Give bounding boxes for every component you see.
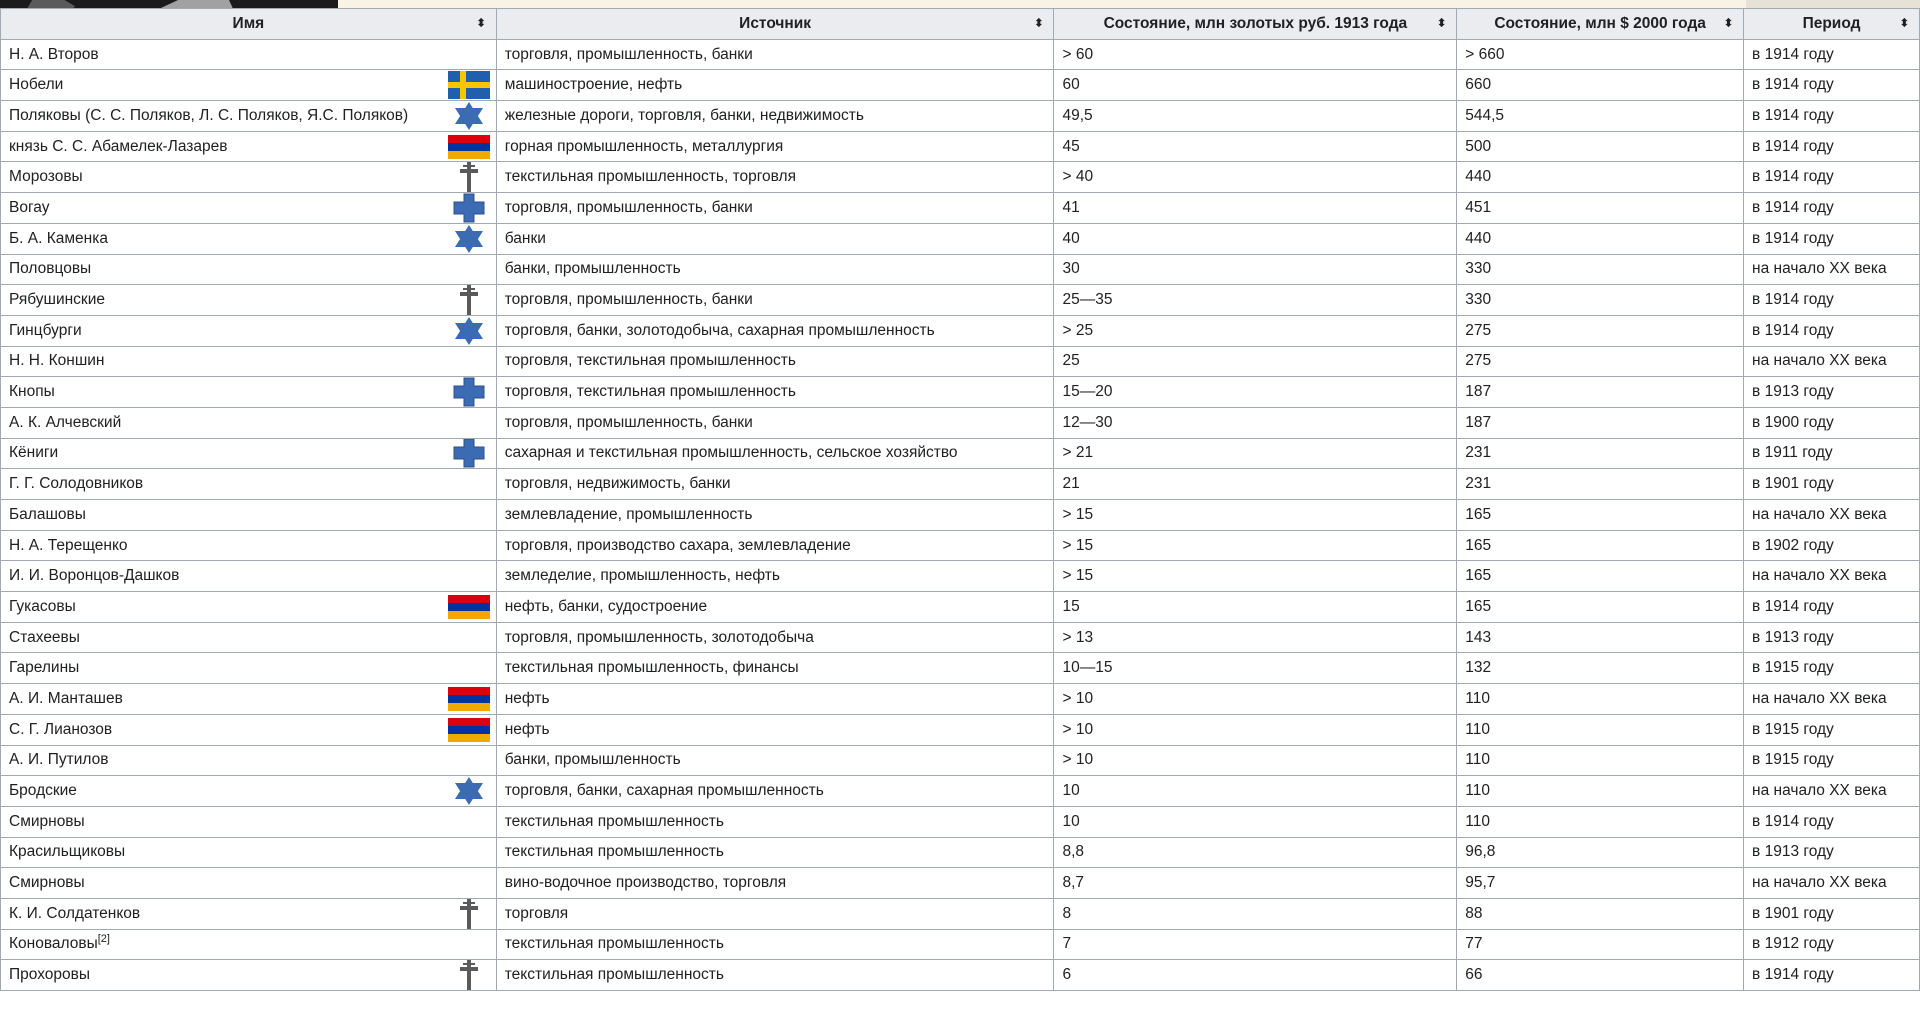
table-row bbox=[1, 622, 1920, 653]
table-row bbox=[1, 223, 1920, 254]
cell-period: в 1914 году bbox=[1744, 193, 1920, 224]
sort-icon[interactable]: ⬍ bbox=[1899, 17, 1909, 30]
person-name[interactable]: Кёниги bbox=[9, 444, 59, 462]
person-name[interactable]: Красильщиковы bbox=[9, 843, 126, 861]
cell-source: землевладение, промышленность bbox=[496, 500, 1054, 531]
table-row bbox=[1, 193, 1920, 224]
sort-icon[interactable]: ⬍ bbox=[1437, 17, 1447, 30]
cell-wealth-rub: > 15 bbox=[1054, 561, 1457, 592]
cell-period: на начало XX века bbox=[1744, 561, 1920, 592]
cell-source: торговля, промышленность, золотодобыча bbox=[496, 622, 1054, 653]
person-name[interactable]: Нобели bbox=[9, 76, 64, 94]
cell-wealth-rub: > 10 bbox=[1054, 745, 1457, 776]
cell-source: текстильная промышленность, финансы bbox=[496, 653, 1054, 684]
cell-source: банки bbox=[496, 223, 1054, 254]
cell-name bbox=[1, 837, 497, 868]
orthodox-cross-icon[interactable] bbox=[445, 900, 493, 928]
star-of-david-icon[interactable] bbox=[445, 225, 493, 253]
person-name[interactable]: Н. А. Терещенко bbox=[9, 536, 128, 554]
cell-wealth-usd: 95,7 bbox=[1457, 868, 1744, 899]
cell-source: горная промышленность, металлургия bbox=[496, 131, 1054, 162]
cell-source: торговля, текстильная промышленность bbox=[496, 346, 1054, 377]
cell-wealth-rub: 21 bbox=[1054, 469, 1457, 500]
cell-source: нефть bbox=[496, 714, 1054, 745]
column-header-period[interactable] bbox=[1744, 9, 1920, 40]
cell-name bbox=[1, 438, 497, 469]
flag-armenia-icon[interactable] bbox=[445, 133, 493, 161]
table-row bbox=[1, 684, 1920, 715]
person-name[interactable]: Вогау bbox=[9, 198, 50, 216]
table-row bbox=[1, 500, 1920, 531]
person-name[interactable]: Гарелины bbox=[9, 659, 80, 677]
table-row bbox=[1, 254, 1920, 285]
cell-name bbox=[1, 469, 497, 500]
cell-wealth-usd: 110 bbox=[1457, 806, 1744, 837]
table-row bbox=[1, 837, 1920, 868]
table-row bbox=[1, 407, 1920, 438]
column-header-wealth-usd[interactable] bbox=[1457, 9, 1744, 40]
person-name[interactable]: Кнопы bbox=[9, 383, 55, 401]
cell-wealth-usd: 330 bbox=[1457, 285, 1744, 316]
star-of-david-icon[interactable] bbox=[445, 317, 493, 345]
person-name[interactable]: Половцовы bbox=[9, 260, 92, 278]
cell-name bbox=[1, 70, 497, 101]
cell-name bbox=[1, 714, 497, 745]
cell-period: в 1914 году bbox=[1744, 960, 1920, 991]
cell-wealth-usd: 660 bbox=[1457, 70, 1744, 101]
table-row bbox=[1, 131, 1920, 162]
table-row bbox=[1, 592, 1920, 623]
cell-wealth-usd: 110 bbox=[1457, 776, 1744, 807]
table-row bbox=[1, 960, 1920, 991]
column-header-source[interactable] bbox=[496, 9, 1054, 40]
cell-name bbox=[1, 776, 497, 807]
cell-source: земледелие, промышленность, нефть bbox=[496, 561, 1054, 592]
cell-wealth-usd: 77 bbox=[1457, 929, 1744, 960]
column-header-name[interactable] bbox=[1, 9, 497, 40]
cell-wealth-rub: 25 bbox=[1054, 346, 1457, 377]
orthodox-cross-icon[interactable] bbox=[445, 286, 493, 314]
cell-wealth-usd: 451 bbox=[1457, 193, 1744, 224]
cell-period: на начало XX века bbox=[1744, 776, 1920, 807]
cell-period: на начало XX века bbox=[1744, 684, 1920, 715]
person-name[interactable]: князь С. С. Абамелек-Лазарев bbox=[9, 137, 228, 155]
cell-wealth-usd: 110 bbox=[1457, 714, 1744, 745]
cell-period: в 1914 году bbox=[1744, 806, 1920, 837]
orthodox-cross-icon[interactable] bbox=[445, 163, 493, 191]
star-of-david-icon[interactable] bbox=[445, 102, 493, 130]
person-name[interactable]: Морозовы bbox=[9, 168, 83, 186]
richest-people-table bbox=[0, 8, 1920, 991]
table-row bbox=[1, 868, 1920, 899]
cell-wealth-rub: 41 bbox=[1054, 193, 1457, 224]
cell-wealth-usd: 275 bbox=[1457, 315, 1744, 346]
cell-wealth-rub: 15—20 bbox=[1054, 377, 1457, 408]
cell-period: в 1913 году bbox=[1744, 622, 1920, 653]
cell-wealth-rub: > 10 bbox=[1054, 714, 1457, 745]
cell-source: текстильная промышленность bbox=[496, 929, 1054, 960]
person-name[interactable]: Стахеевы bbox=[9, 628, 80, 646]
cell-period: в 1914 году bbox=[1744, 592, 1920, 623]
lutheran-cross-icon[interactable] bbox=[445, 194, 493, 222]
cell-name bbox=[1, 315, 497, 346]
cell-name bbox=[1, 500, 497, 531]
table-row bbox=[1, 438, 1920, 469]
cell-wealth-usd: 165 bbox=[1457, 561, 1744, 592]
table-row bbox=[1, 377, 1920, 408]
table-header-row bbox=[1, 9, 1920, 40]
sort-icon[interactable]: ⬍ bbox=[1034, 17, 1044, 30]
cell-period: в 1901 году bbox=[1744, 898, 1920, 929]
cell-wealth-usd: 110 bbox=[1457, 745, 1744, 776]
person-name[interactable]: К. И. Солдатенков bbox=[9, 904, 141, 922]
cell-name bbox=[1, 684, 497, 715]
cell-wealth-usd: 440 bbox=[1457, 162, 1744, 193]
cell-wealth-usd: 143 bbox=[1457, 622, 1744, 653]
table-row bbox=[1, 530, 1920, 561]
column-header-wealth-rub[interactable] bbox=[1054, 9, 1457, 40]
cell-period: на начало XX века bbox=[1744, 346, 1920, 377]
cell-wealth-rub: 8 bbox=[1054, 898, 1457, 929]
cell-period: в 1915 году bbox=[1744, 653, 1920, 684]
cell-wealth-usd: 165 bbox=[1457, 500, 1744, 531]
sort-icon[interactable]: ⬍ bbox=[476, 17, 486, 30]
cell-wealth-usd: 275 bbox=[1457, 346, 1744, 377]
person-name[interactable]: И. И. Воронцов-Дашков bbox=[9, 567, 180, 585]
cell-source: машиностроение, нефть bbox=[496, 70, 1054, 101]
cell-source: торговля, банки, золотодобыча, сахарная промышленность bbox=[496, 315, 1054, 346]
cell-source: торговля, промышленность, банки bbox=[496, 285, 1054, 316]
cell-source: нефть, банки, судостроение bbox=[496, 592, 1054, 623]
cell-source: текстильная промышленность, торговля bbox=[496, 162, 1054, 193]
cell-period: в 1914 году bbox=[1744, 101, 1920, 132]
cell-wealth-rub: > 15 bbox=[1054, 530, 1457, 561]
column-header-label: Период bbox=[1802, 14, 1861, 32]
cell-period: в 1900 году bbox=[1744, 407, 1920, 438]
table-row bbox=[1, 469, 1920, 500]
person-name[interactable]: Н. А. Второв bbox=[9, 45, 99, 63]
cell-wealth-rub: > 40 bbox=[1054, 162, 1457, 193]
cell-name bbox=[1, 39, 497, 70]
flag-armenia-icon[interactable] bbox=[445, 685, 493, 713]
cell-source: торговля bbox=[496, 898, 1054, 929]
flag-armenia-icon[interactable] bbox=[445, 716, 493, 744]
cell-source: текстильная промышленность bbox=[496, 806, 1054, 837]
cell-source: нефть bbox=[496, 684, 1054, 715]
table-row bbox=[1, 101, 1920, 132]
cell-wealth-rub: 10—15 bbox=[1054, 653, 1457, 684]
sort-icon[interactable]: ⬍ bbox=[1723, 17, 1734, 30]
cell-wealth-rub: > 13 bbox=[1054, 622, 1457, 653]
cell-source: торговля, недвижимость, банки bbox=[496, 469, 1054, 500]
person-name[interactable]: Бродские bbox=[9, 782, 77, 800]
cell-wealth-usd: 500 bbox=[1457, 131, 1744, 162]
cell-wealth-usd: 88 bbox=[1457, 898, 1744, 929]
cell-wealth-rub: 8,7 bbox=[1054, 868, 1457, 899]
person-name[interactable]: Коноваловы bbox=[9, 935, 98, 953]
table-row bbox=[1, 346, 1920, 377]
cell-wealth-usd: 96,8 bbox=[1457, 837, 1744, 868]
cell-wealth-usd: 187 bbox=[1457, 407, 1744, 438]
cell-period: на начало XX века bbox=[1744, 500, 1920, 531]
cell-wealth-usd: 231 bbox=[1457, 438, 1744, 469]
cell-name bbox=[1, 223, 497, 254]
table-row bbox=[1, 315, 1920, 346]
cell-wealth-rub: 15 bbox=[1054, 592, 1457, 623]
table-row bbox=[1, 285, 1920, 316]
cell-wealth-rub: 8,8 bbox=[1054, 837, 1457, 868]
cell-wealth-rub: 49,5 bbox=[1054, 101, 1457, 132]
cell-name bbox=[1, 898, 497, 929]
cell-wealth-usd: 544,5 bbox=[1457, 101, 1744, 132]
person-name[interactable]: А. И. Путилов bbox=[9, 751, 109, 769]
person-name[interactable]: Гинцбурги bbox=[9, 321, 82, 339]
cell-name bbox=[1, 162, 497, 193]
lutheran-cross-icon[interactable] bbox=[445, 439, 493, 467]
table-row bbox=[1, 714, 1920, 745]
cell-wealth-usd: 110 bbox=[1457, 684, 1744, 715]
cell-period: в 1914 году bbox=[1744, 39, 1920, 70]
cell-wealth-rub: > 60 bbox=[1054, 39, 1457, 70]
cell-name bbox=[1, 653, 497, 684]
cell-wealth-usd: 165 bbox=[1457, 530, 1744, 561]
table-body bbox=[1, 39, 1920, 990]
lutheran-cross-icon[interactable] bbox=[445, 378, 493, 406]
cell-period: в 1915 году bbox=[1744, 714, 1920, 745]
person-name[interactable]: Б. А. Каменка bbox=[9, 229, 108, 247]
table-row bbox=[1, 162, 1920, 193]
cell-source: торговля, промышленность, банки bbox=[496, 407, 1054, 438]
cell-source: текстильная промышленность bbox=[496, 837, 1054, 868]
cell-name bbox=[1, 377, 497, 408]
cell-period: на начало XX века bbox=[1744, 254, 1920, 285]
person-name[interactable]: Балашовы bbox=[9, 505, 86, 523]
cell-source: банки, промышленность bbox=[496, 254, 1054, 285]
person-name[interactable]: Н. Н. Коншин bbox=[9, 352, 105, 370]
cell-source: сахарная и текстильная промышленность, сельское хозяйство bbox=[496, 438, 1054, 469]
cell-period: в 1914 году bbox=[1744, 315, 1920, 346]
column-header-label: Источник bbox=[739, 14, 812, 32]
cell-wealth-usd: 440 bbox=[1457, 223, 1744, 254]
flag-sweden-icon[interactable] bbox=[445, 71, 493, 99]
cell-source: текстильная промышленность bbox=[496, 960, 1054, 991]
cell-source: железные дороги, торговля, банки, недвижимость bbox=[496, 101, 1054, 132]
cell-wealth-rub: 45 bbox=[1054, 131, 1457, 162]
cell-wealth-usd: 231 bbox=[1457, 469, 1744, 500]
person-name[interactable]: Гукасовы bbox=[9, 597, 76, 615]
table-row bbox=[1, 70, 1920, 101]
person-name[interactable]: С. Г. Лианозов bbox=[9, 720, 113, 738]
cell-source: торговля, банки, сахарная промышленность bbox=[496, 776, 1054, 807]
cell-name bbox=[1, 622, 497, 653]
cell-period: в 1913 году bbox=[1744, 837, 1920, 868]
cell-name bbox=[1, 929, 497, 960]
cell-period: на начало XX века bbox=[1744, 868, 1920, 899]
flag-armenia-icon[interactable] bbox=[445, 593, 493, 621]
cell-period: в 1914 году bbox=[1744, 131, 1920, 162]
cell-period: в 1914 году bbox=[1744, 223, 1920, 254]
cell-period: в 1912 году bbox=[1744, 929, 1920, 960]
person-name[interactable]: Смирновы bbox=[9, 812, 85, 830]
cell-wealth-rub: 6 bbox=[1054, 960, 1457, 991]
cell-name bbox=[1, 960, 497, 991]
cell-period: в 1914 году bbox=[1744, 70, 1920, 101]
person-name[interactable]: А. И. Манташев bbox=[9, 689, 123, 707]
cell-wealth-usd: 66 bbox=[1457, 960, 1744, 991]
cell-period: в 1915 году bbox=[1744, 745, 1920, 776]
cell-name bbox=[1, 868, 497, 899]
cell-wealth-rub: > 15 bbox=[1054, 500, 1457, 531]
column-header-label: Состояние, млн $ 2000 года bbox=[1494, 14, 1706, 32]
cell-name bbox=[1, 806, 497, 837]
cell-wealth-rub: 10 bbox=[1054, 806, 1457, 837]
cell-name bbox=[1, 285, 497, 316]
table-row bbox=[1, 745, 1920, 776]
cell-source: торговля, промышленность, банки bbox=[496, 39, 1054, 70]
cell-wealth-rub: > 10 bbox=[1054, 684, 1457, 715]
column-header-label: Имя bbox=[232, 14, 265, 32]
cell-source: вино-водочное производство, торговля bbox=[496, 868, 1054, 899]
cell-period: в 1902 году bbox=[1744, 530, 1920, 561]
star-of-david-icon[interactable] bbox=[445, 777, 493, 805]
cell-name bbox=[1, 530, 497, 561]
table-row bbox=[1, 898, 1920, 929]
table-row bbox=[1, 39, 1920, 70]
cell-wealth-rub: > 21 bbox=[1054, 438, 1457, 469]
cell-wealth-rub: 40 bbox=[1054, 223, 1457, 254]
table-row bbox=[1, 806, 1920, 837]
cell-name bbox=[1, 131, 497, 162]
column-header-label: Состояние, млн золотых руб. 1913 года bbox=[1103, 14, 1408, 32]
table-row bbox=[1, 561, 1920, 592]
cell-source: банки, промышленность bbox=[496, 745, 1054, 776]
cell-wealth-rub: 10 bbox=[1054, 776, 1457, 807]
cell-wealth-rub: 30 bbox=[1054, 254, 1457, 285]
cell-wealth-rub: 7 bbox=[1054, 929, 1457, 960]
cell-wealth-rub: 12—30 bbox=[1054, 407, 1457, 438]
cell-wealth-usd: 187 bbox=[1457, 377, 1744, 408]
table-row bbox=[1, 929, 1920, 960]
cell-period: в 1914 году bbox=[1744, 285, 1920, 316]
cell-period: в 1911 году bbox=[1744, 438, 1920, 469]
person-name[interactable]: Рябушинские bbox=[9, 291, 105, 309]
cell-wealth-usd: 165 bbox=[1457, 592, 1744, 623]
cell-source: торговля, производство сахара, землевладение bbox=[496, 530, 1054, 561]
orthodox-cross-icon[interactable] bbox=[445, 961, 493, 989]
table-row bbox=[1, 776, 1920, 807]
table-row bbox=[1, 653, 1920, 684]
person-name[interactable]: Г. Г. Солодовников bbox=[9, 475, 144, 493]
cell-source: торговля, промышленность, банки bbox=[496, 193, 1054, 224]
cell-wealth-usd: 330 bbox=[1457, 254, 1744, 285]
cell-name bbox=[1, 254, 497, 285]
person-name[interactable]: Поляковы (С. С. Поляков, Л. С. Поляков, Я.С. Поляков) bbox=[9, 106, 409, 124]
cell-period: в 1901 году bbox=[1744, 469, 1920, 500]
cell-wealth-rub: 25—35 bbox=[1054, 285, 1457, 316]
person-name[interactable]: Смирновы bbox=[9, 874, 85, 892]
cell-wealth-usd: 132 bbox=[1457, 653, 1744, 684]
cell-source: торговля, текстильная промышленность bbox=[496, 377, 1054, 408]
cell-name bbox=[1, 346, 497, 377]
cell-period: в 1913 году bbox=[1744, 377, 1920, 408]
cell-name bbox=[1, 407, 497, 438]
cell-name bbox=[1, 592, 497, 623]
cell-name bbox=[1, 193, 497, 224]
cell-wealth-rub: 60 bbox=[1054, 70, 1457, 101]
cell-name bbox=[1, 101, 497, 132]
cell-name bbox=[1, 745, 497, 776]
reference-link[interactable]: [2] bbox=[97, 933, 110, 946]
cell-period: в 1914 году bbox=[1744, 162, 1920, 193]
person-name[interactable]: А. К. Алчевский bbox=[9, 413, 122, 431]
person-name[interactable]: Прохоровы bbox=[9, 966, 91, 984]
cell-wealth-usd: > 660 bbox=[1457, 39, 1744, 70]
cell-name bbox=[1, 561, 497, 592]
cell-wealth-rub: > 25 bbox=[1054, 315, 1457, 346]
